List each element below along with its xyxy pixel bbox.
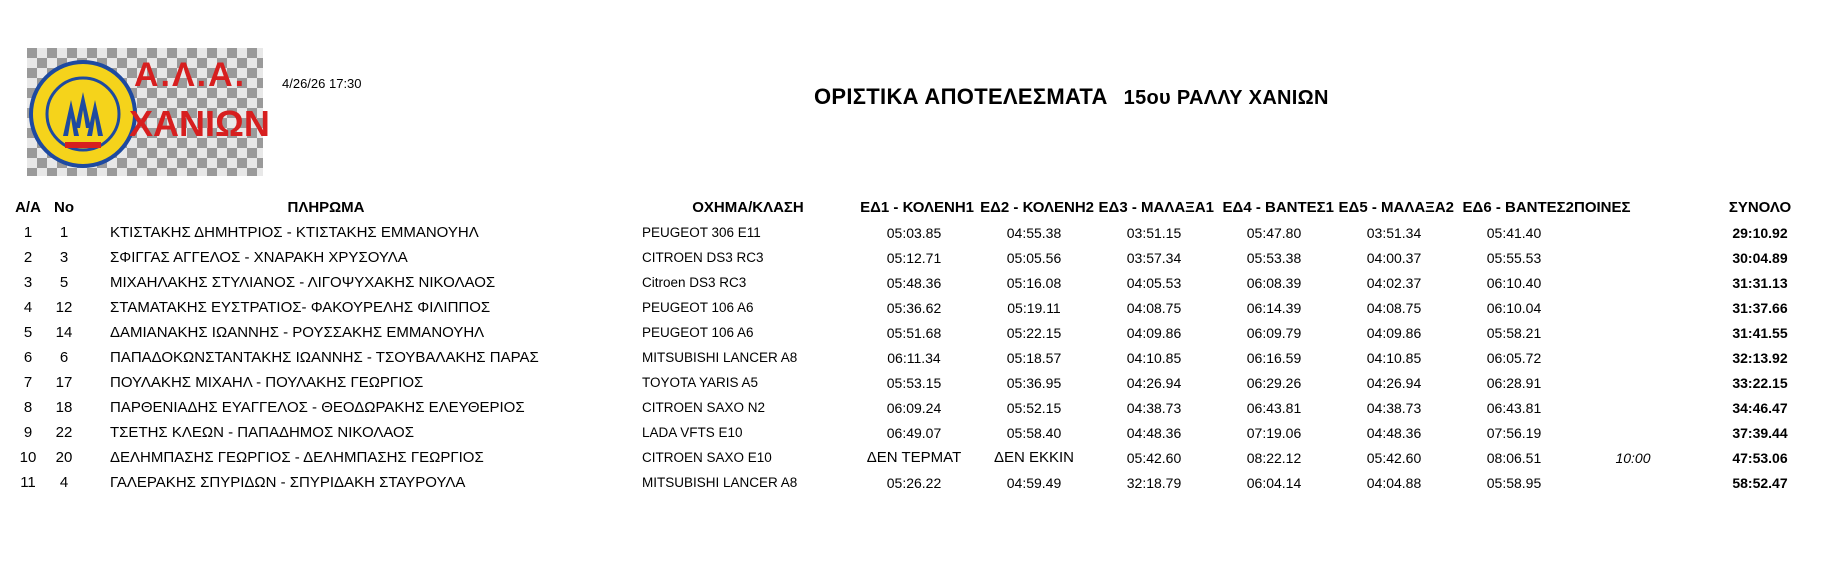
cell-ss2: ΔΕΝ ΕΚΚΙΝ <box>993 449 1075 466</box>
cell-number: 12 <box>55 299 73 316</box>
cell-crew: ΓΑΛΕΡΑΚΗΣ ΣΠΥΡΙΔΩΝ - ΣΠΥΡΙΔΑΚΗ ΣΤΑΥΡΟΥΛΑ <box>110 474 466 491</box>
cell-ss1: 06:49.07 <box>886 424 942 441</box>
cell-penalty <box>1574 470 1692 495</box>
cell-ss5: 04:09.86 <box>1366 324 1422 341</box>
cell-number: 6 <box>59 349 69 366</box>
cell-ss6: 06:43.81 <box>1486 399 1542 416</box>
cell-number: 22 <box>55 424 73 441</box>
cell-ss3: 04:09.86 <box>1126 324 1182 341</box>
cell-ss4: 06:43.81 <box>1246 399 1302 416</box>
cell-ss2: 05:16.08 <box>1006 274 1062 291</box>
header-row <box>8 194 1828 220</box>
header-no: No <box>54 198 74 216</box>
cell-total: 29:10.92 <box>1732 224 1788 241</box>
table-row <box>8 395 1828 420</box>
cell-ss6: 06:10.04 <box>1486 299 1542 316</box>
cell-ss3: 03:57.34 <box>1126 249 1182 266</box>
cell-ss5: 04:04.88 <box>1366 474 1422 491</box>
cell-total: 31:37.66 <box>1732 299 1788 316</box>
cell-ss1: 06:11.34 <box>887 349 941 366</box>
logo-title-line2: ΧΑΝΙΩΝ <box>129 103 270 144</box>
cell-penalty <box>1574 395 1692 420</box>
cell-total: 31:31.13 <box>1732 274 1788 291</box>
cell-ss5: 03:51.34 <box>1366 224 1422 241</box>
header-penalties: ΠΟΙΝΕΣ <box>1574 198 1631 216</box>
cell-car: CITROEN SAXO N2 <box>642 400 766 415</box>
print-timestamp: 4/26/26 17:30 <box>282 76 362 91</box>
cell-number: 18 <box>55 399 73 416</box>
cell-ss3: 04:08.75 <box>1126 299 1182 316</box>
header-aa: Α/Α <box>15 198 41 216</box>
cell-ss6: 05:41.40 <box>1486 224 1542 241</box>
cell-penalty <box>1574 320 1692 345</box>
cell-ss6: 05:55.53 <box>1486 249 1542 266</box>
cell-position: 4 <box>23 299 33 316</box>
cell-ss1: 05:51.68 <box>886 324 942 341</box>
cell-penalty <box>1574 345 1692 370</box>
table-row <box>8 345 1828 370</box>
cell-ss6: 06:05.72 <box>1486 349 1542 366</box>
cell-number: 14 <box>55 324 73 341</box>
cell-crew: ΜΙΧΑΗΛΑΚΗΣ ΣΤΥΛΙΑΝΟΣ - ΛΙΓΟΨΥΧΑΚΗΣ ΝΙΚΟΛΑΟΣ <box>110 274 496 291</box>
cell-number: 3 <box>59 249 69 266</box>
cell-number: 1 <box>59 224 69 241</box>
cell-ss5: 04:38.73 <box>1366 399 1422 416</box>
cell-ss6: 06:28.91 <box>1486 374 1542 391</box>
table-row <box>8 295 1828 320</box>
cell-number: 17 <box>55 374 73 391</box>
cell-total: 30:04.89 <box>1732 249 1788 266</box>
cell-ss4: 06:29.26 <box>1246 374 1302 391</box>
cell-ss5: 04:02.37 <box>1366 274 1422 291</box>
cell-ss5: 05:42.60 <box>1366 449 1422 466</box>
cell-ss1: ΔΕΝ ΤΕΡΜΑΤ <box>866 449 962 466</box>
cell-ss1: 05:03.85 <box>886 224 942 241</box>
cell-car: PEUGEOT 106 A6 <box>642 325 754 340</box>
page-title <box>814 84 1329 110</box>
title-main: ΟΡΙΣΤΙΚΑ ΑΠΟΤΕΛΕΣΜΑΤΑ <box>814 84 1108 109</box>
cell-ss3: 32:18.79 <box>1126 474 1182 491</box>
cell-ss4: 08:22.12 <box>1246 449 1302 466</box>
cell-ss2: 05:52.15 <box>1006 399 1062 416</box>
logo-title-line1: Α.Λ.Α. <box>134 56 247 94</box>
cell-ss3: 04:26.94 <box>1126 374 1182 391</box>
cell-ss2: 04:55.38 <box>1006 224 1062 241</box>
cell-ss3: 04:38.73 <box>1126 399 1182 416</box>
cell-penalty <box>1574 420 1692 445</box>
cell-crew: ΠΑΡΘΕΝΙΑΔΗΣ ΕΥΑΓΓΕΛΟΣ - ΘΕΟΔΩΡΑΚΗΣ ΕΛΕΥΘΕΡΙΟΣ <box>110 399 525 416</box>
cell-ss4: 06:04.14 <box>1246 474 1302 491</box>
cell-crew: ΚΤΙΣΤΑΚΗΣ ΔΗΜΗΤΡΙΟΣ - ΚΤΙΣΤΑΚΗΣ ΕΜΜΑΝΟΥΗΛ <box>110 224 479 241</box>
table-row <box>8 470 1828 495</box>
header-ss2: ΕΔ2 - ΚΟΛΕΝΗ2 <box>980 198 1094 216</box>
header-ss5: ΕΔ5 - ΜΑΛΑΞΑ2 <box>1338 198 1454 216</box>
cell-ss6: 08:06.51 <box>1486 449 1542 466</box>
cell-position: 11 <box>20 474 36 491</box>
cell-ss3: 04:10.85 <box>1126 349 1182 366</box>
cell-position: 9 <box>23 424 33 441</box>
cell-number: 5 <box>59 274 69 291</box>
cell-position: 8 <box>23 399 33 416</box>
table-row <box>8 445 1828 470</box>
cell-position: 5 <box>23 324 33 341</box>
table-row <box>8 420 1828 445</box>
table-row <box>8 245 1828 270</box>
cell-ss4: 07:19.06 <box>1246 424 1302 441</box>
cell-total: 33:22.15 <box>1732 374 1788 391</box>
cell-ss4: 06:09.79 <box>1246 324 1302 341</box>
cell-car: MITSUBISHI LANCER A8 <box>642 475 798 490</box>
header-car: ΟΧΗΜΑ/ΚΛΑΣΗ <box>692 198 804 216</box>
cell-crew: ΠΟΥΛΑΚΗΣ ΜΙΧΑΗΛ - ΠΟΥΛΑΚΗΣ ΓΕΩΡΓΙΟΣ <box>110 374 424 391</box>
cell-ss5: 04:00.37 <box>1366 249 1422 266</box>
cell-car: CITROEN SAXO E10 <box>642 450 772 465</box>
cell-position: 6 <box>23 349 33 366</box>
header-ss1: ΕΔ1 - ΚΟΛΕΝΗ1 <box>860 198 974 216</box>
cell-total: 58:52.47 <box>1732 474 1788 491</box>
cell-position: 7 <box>23 374 33 391</box>
cell-ss1: 05:48.36 <box>886 274 942 291</box>
cell-ss2: 05:19.11 <box>1007 299 1061 316</box>
cell-ss6: 07:56.19 <box>1486 424 1542 441</box>
cell-total: 37:39.44 <box>1732 424 1788 441</box>
cell-ss1: 05:53.15 <box>886 374 942 391</box>
header-ss6: ΕΔ6 - ΒΑΝΤΕΣ2 <box>1462 198 1574 216</box>
cell-ss1: 05:12.71 <box>886 249 942 266</box>
cell-number: 4 <box>59 474 69 491</box>
cell-ss4: 05:53.38 <box>1246 249 1302 266</box>
cell-penalty: 10:00 <box>1615 449 1651 466</box>
cell-ss5: 04:26.94 <box>1366 374 1422 391</box>
cell-position: 3 <box>23 274 33 291</box>
cell-car: Citroen DS3 RC3 <box>642 275 747 290</box>
cell-ss2: 04:59.49 <box>1006 474 1062 491</box>
cell-ss4: 05:47.80 <box>1246 224 1302 241</box>
cell-ss3: 05:42.60 <box>1126 449 1182 466</box>
cell-crew: ΣΤΑΜΑΤΑΚΗΣ ΕΥΣΤΡΑΤΙΟΣ- ΦΑΚΟΥΡΕΛΗΣ ΦΙΛΙΠΠΟΣ <box>110 299 491 316</box>
cell-total: 31:41.55 <box>1732 324 1788 341</box>
cell-ss1: 06:09.24 <box>886 399 942 416</box>
cell-ss3: 04:48.36 <box>1126 424 1182 441</box>
header-crew: ΠΛΗΡΩΜΑ <box>287 198 365 216</box>
cell-crew: ΠΑΠΑΔΟΚΩΝΣΤΑΝΤΑΚΗΣ ΙΩΑΝΝΗΣ - ΤΣΟΥΒΑΛΑΚΗΣ ΠΑΡΑΣ <box>110 349 539 366</box>
cell-car: LADA VFTS E10 <box>642 425 743 440</box>
cell-total: 47:53.06 <box>1732 449 1788 466</box>
cell-penalty <box>1574 295 1692 320</box>
cell-number: 20 <box>55 449 73 466</box>
cell-ss5: 04:48.36 <box>1366 424 1422 441</box>
cell-penalty <box>1574 270 1692 295</box>
cell-car: MITSUBISHI LANCER A8 <box>642 350 798 365</box>
cell-ss2: 05:18.57 <box>1006 349 1062 366</box>
header-ss4: ΕΔ4 - ΒΑΝΤΕΣ1 <box>1222 198 1334 216</box>
cell-ss4: 06:08.39 <box>1246 274 1302 291</box>
header-ss3: ΕΔ3 - ΜΑΛΑΞΑ1 <box>1098 198 1214 216</box>
cell-ss6: 05:58.21 <box>1486 324 1542 341</box>
cell-ss2: 05:36.95 <box>1006 374 1062 391</box>
cell-ss2: 05:22.15 <box>1006 324 1062 341</box>
cell-ss1: 05:26.22 <box>886 474 942 491</box>
table-row <box>8 320 1828 345</box>
cell-crew: ΔΕΛΗΜΠΑΣΗΣ ΓΕΩΡΓΙΟΣ - ΔΕΛΗΜΠΑΣΗΣ ΓΕΩΡΓΙΟΣ <box>110 449 484 466</box>
cell-ss3: 04:05.53 <box>1126 274 1182 291</box>
cell-crew: ΣΦΙΓΓΑΣ ΑΓΓΕΛΟΣ - ΧΝΑΡΑΚΗ ΧΡΥΣΟΥΛΑ <box>110 249 408 266</box>
cell-position: 2 <box>23 249 33 266</box>
cell-ss6: 05:58.95 <box>1486 474 1542 491</box>
cell-ss3: 03:51.15 <box>1126 224 1182 241</box>
cell-position: 1 <box>23 224 33 241</box>
cell-ss4: 06:14.39 <box>1246 299 1302 316</box>
club-logo <box>27 48 270 176</box>
cell-crew: ΔΑΜΙΑΝΑΚΗΣ ΙΩΑΝΝΗΣ - ΡΟΥΣΣΑΚΗΣ ΕΜΜΑΝΟΥΗΛ <box>110 324 485 341</box>
cell-total: 32:13.92 <box>1732 349 1788 366</box>
header-total: ΣΥΝΟΛΟ <box>1728 198 1792 216</box>
table-row <box>8 370 1828 395</box>
cell-ss1: 05:36.62 <box>886 299 942 316</box>
cell-total: 34:46.47 <box>1732 399 1788 416</box>
cell-car: CITROEN DS3 RC3 <box>642 250 764 265</box>
results-table <box>8 194 1828 495</box>
cell-position: 10 <box>19 449 37 466</box>
table-row <box>8 220 1828 245</box>
cell-penalty <box>1574 370 1692 395</box>
title-event: 15ου ΡΑΛΛΥ ΧΑΝΙΩΝ <box>1123 87 1329 109</box>
cell-ss4: 06:16.59 <box>1246 349 1302 366</box>
cell-car: PEUGEOT 106 A6 <box>642 300 754 315</box>
cell-car: TOYOTA YARIS A5 <box>642 375 759 390</box>
cell-ss5: 04:08.75 <box>1366 299 1422 316</box>
cell-ss5: 04:10.85 <box>1366 349 1422 366</box>
cell-ss2: 05:05.56 <box>1006 249 1062 266</box>
cell-penalty <box>1574 220 1692 245</box>
cell-ss2: 05:58.40 <box>1006 424 1062 441</box>
cell-ss6: 06:10.40 <box>1486 274 1542 291</box>
cell-penalty <box>1574 245 1692 270</box>
cell-crew: ΤΣΕΤΗΣ ΚΛΕΩΝ - ΠΑΠΑΔΗΜΟΣ ΝΙΚΟΛΑΟΣ <box>110 424 414 441</box>
cell-car: PEUGEOT 306 E11 <box>642 225 761 240</box>
table-row <box>8 270 1828 295</box>
